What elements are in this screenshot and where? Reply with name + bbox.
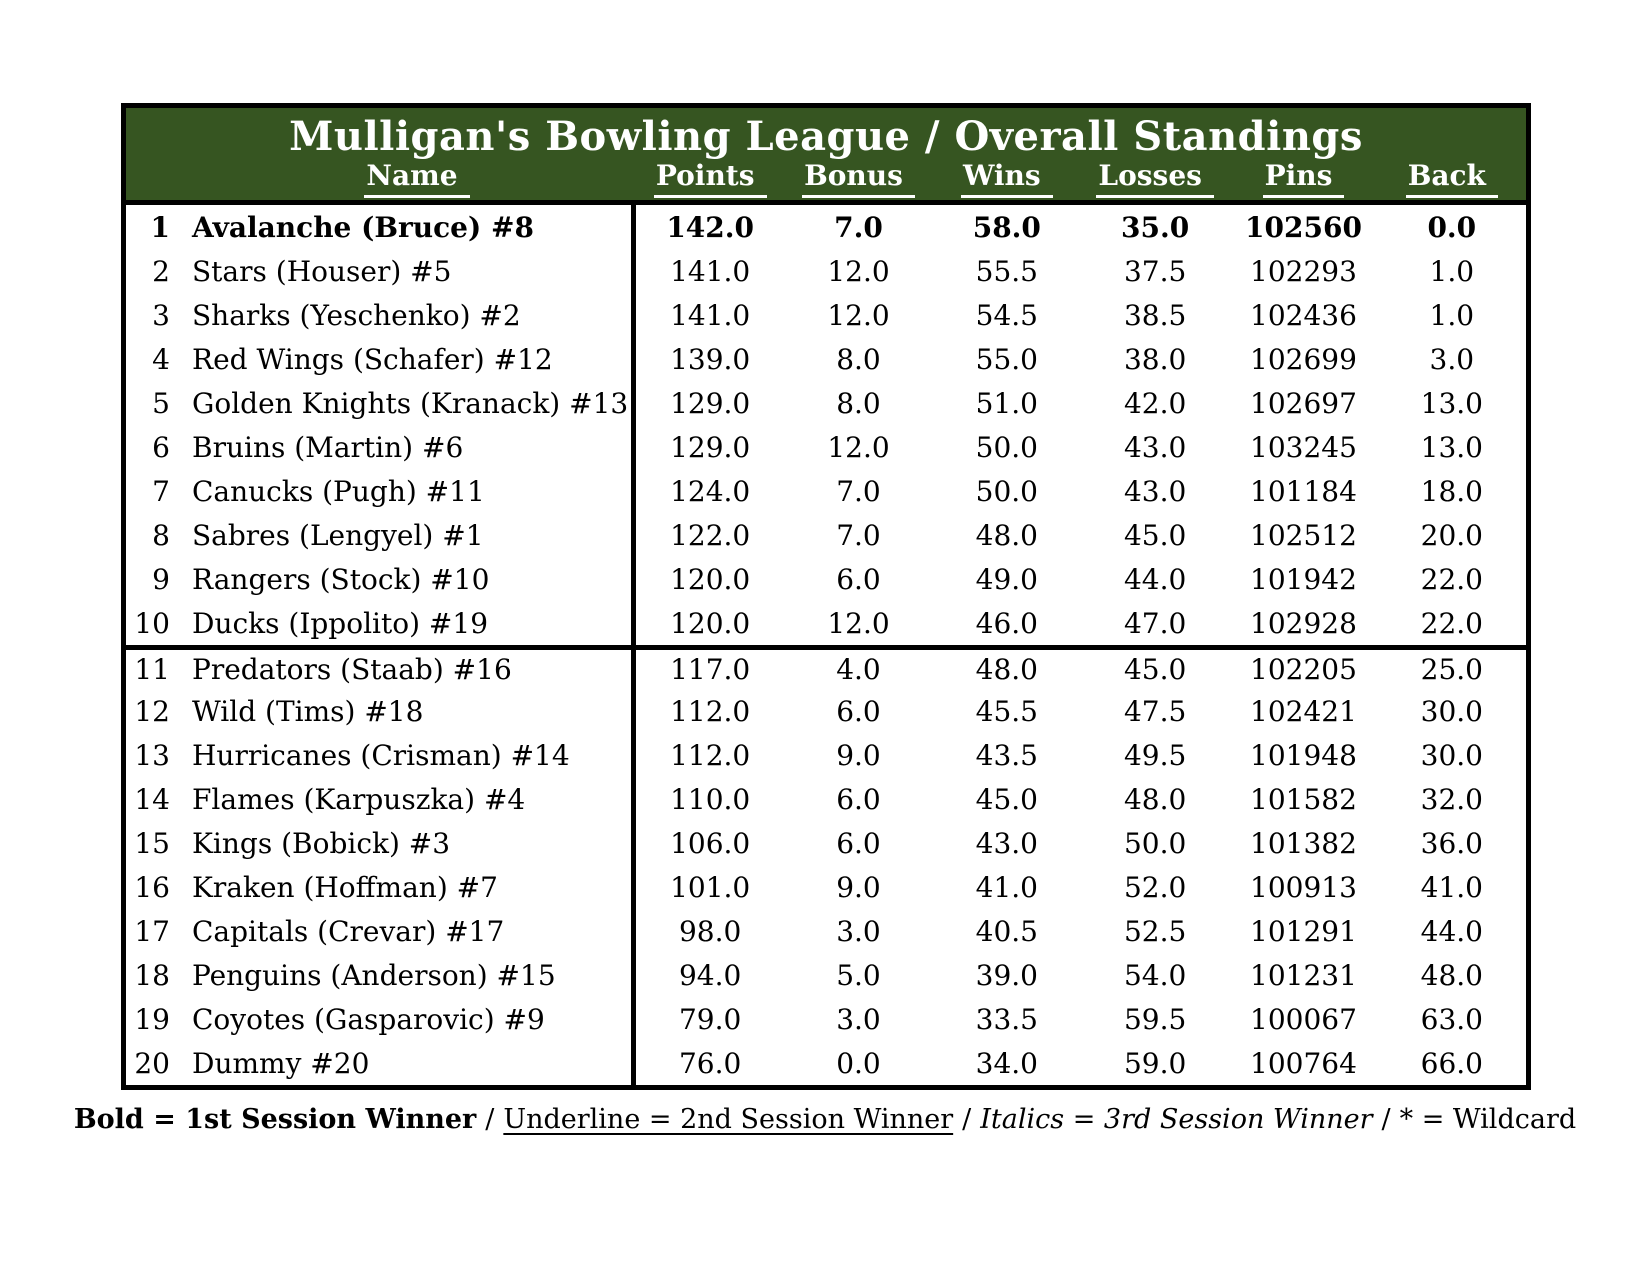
losses-value: 54.0 <box>1123 958 1187 992</box>
table-row <box>126 337 1526 381</box>
team-name: Coyotes (Gasparovic) #9 <box>192 1002 545 1036</box>
losses-value: 59.5 <box>1123 1002 1187 1036</box>
name-cell <box>126 650 636 689</box>
losses-value: 48.0 <box>1123 782 1187 816</box>
wins-value: 45.5 <box>975 694 1038 728</box>
bonus-value: 12.0 <box>827 606 890 640</box>
team-name: Golden Knights (Kranack) #13 <box>192 386 629 420</box>
rank-number: 16 <box>134 870 170 904</box>
losses-value: 52.5 <box>1123 914 1187 948</box>
name-cell <box>126 249 636 293</box>
team-name: Flames (Karpuszka) #4 <box>192 782 526 816</box>
team-name: Hurricanes (Crisman) #14 <box>192 738 570 772</box>
pins-value: 101942 <box>1250 562 1357 596</box>
table-row <box>126 381 1526 425</box>
table-row <box>126 689 1526 733</box>
rank-number: 1 <box>150 210 170 244</box>
points-value: 110.0 <box>670 782 751 816</box>
bonus-value: 3.0 <box>836 1002 881 1036</box>
pins-value: 102928 <box>1250 606 1357 640</box>
name-cell <box>126 821 636 865</box>
bonus-value: 6.0 <box>836 562 881 596</box>
team-name: Sharks (Yeschenko) #2 <box>192 298 521 332</box>
points-value: 117.0 <box>670 653 751 686</box>
name-cell <box>126 205 636 249</box>
rank-number: 7 <box>152 474 170 508</box>
losses-value: 43.0 <box>1123 430 1187 464</box>
points-value: 124.0 <box>670 474 751 508</box>
bonus-value: 0.0 <box>836 1046 881 1080</box>
team-name: Ducks (Ippolito) #19 <box>192 606 489 640</box>
wins-value: 48.0 <box>975 518 1038 552</box>
table-row <box>126 997 1526 1041</box>
wins-value: 55.5 <box>975 254 1038 288</box>
back-value: 0.0 <box>1427 210 1477 244</box>
pins-value: 101948 <box>1250 738 1357 772</box>
wins-value: 50.0 <box>975 430 1038 464</box>
bonus-value: 12.0 <box>827 298 890 332</box>
team-name: Avalanche (Bruce) #8 <box>192 210 534 244</box>
name-cell <box>126 601 636 645</box>
rank-number: 5 <box>152 386 170 420</box>
points-value: 101.0 <box>670 870 751 904</box>
bonus-value: 7.0 <box>834 210 883 244</box>
rank-number: 6 <box>152 430 170 464</box>
bonus-value: 9.0 <box>836 870 881 904</box>
rank-number: 18 <box>134 958 170 992</box>
column-header-back: Back <box>1378 159 1526 198</box>
legend <box>0 1104 1650 1135</box>
wins-value: 55.0 <box>975 342 1038 376</box>
pins-value: 101382 <box>1250 826 1357 860</box>
losses-value: 50.0 <box>1123 826 1187 860</box>
legend-separator: / <box>1381 1104 1391 1135</box>
table-row <box>126 557 1526 601</box>
points-value: 141.0 <box>670 254 751 288</box>
points-value: 76.0 <box>678 1046 742 1080</box>
back-value: 13.0 <box>1420 430 1483 464</box>
wins-value: 58.0 <box>972 210 1041 244</box>
team-name: Bruins (Martin) #6 <box>192 430 464 464</box>
table-row <box>126 425 1526 469</box>
rank-number: 15 <box>134 826 170 860</box>
bonus-value: 8.0 <box>836 342 881 376</box>
wins-value: 33.5 <box>975 1002 1038 1036</box>
bonus-value: 12.0 <box>827 254 890 288</box>
points-value: 141.0 <box>670 298 751 332</box>
back-value: 44.0 <box>1420 914 1483 948</box>
bonus-value: 4.0 <box>836 653 881 686</box>
losses-value: 45.0 <box>1123 653 1187 686</box>
table-row <box>126 909 1526 953</box>
table-row <box>126 865 1526 909</box>
table-row <box>126 953 1526 997</box>
back-value: 13.0 <box>1420 386 1483 420</box>
bonus-value: 8.0 <box>836 386 881 420</box>
name-cell <box>126 997 636 1041</box>
table-row <box>126 645 1526 689</box>
points-value: 120.0 <box>670 606 751 640</box>
losses-value: 37.5 <box>1123 254 1187 288</box>
back-value: 18.0 <box>1420 474 1483 508</box>
pins-value: 101184 <box>1250 474 1357 508</box>
rank-number: 14 <box>134 782 170 816</box>
losses-value: 47.0 <box>1123 606 1187 640</box>
rank-number: 10 <box>134 606 170 640</box>
pins-value: 102293 <box>1250 254 1357 288</box>
standings-table <box>121 103 1531 1090</box>
legend-separator: / <box>962 1104 972 1135</box>
losses-value: 47.5 <box>1123 694 1187 728</box>
back-value: 3.0 <box>1429 342 1475 376</box>
wins-value: 43.0 <box>975 826 1038 860</box>
rank-number: 4 <box>152 342 170 376</box>
page-title: Mulligan's Bowling League / Overall Standings <box>289 113 1363 160</box>
table-row <box>126 205 1526 249</box>
losses-value: 42.0 <box>1123 386 1187 420</box>
table-row <box>126 777 1526 821</box>
name-cell <box>126 469 636 513</box>
back-value: 48.0 <box>1420 958 1483 992</box>
team-name: Red Wings (Schafer) #12 <box>192 342 553 376</box>
back-value: 41.0 <box>1420 870 1483 904</box>
name-cell <box>126 337 636 381</box>
back-value: 25.0 <box>1420 653 1483 686</box>
pins-value: 102421 <box>1250 694 1357 728</box>
rank-number: 8 <box>152 518 170 552</box>
points-value: 112.0 <box>670 738 751 772</box>
wins-value: 50.0 <box>975 474 1038 508</box>
table-row <box>126 293 1526 337</box>
bonus-value: 9.0 <box>836 738 881 772</box>
pins-value: 103245 <box>1250 430 1357 464</box>
back-value: 66.0 <box>1420 1046 1483 1080</box>
legend-separator: / <box>485 1104 495 1135</box>
pins-value: 101291 <box>1250 914 1357 948</box>
name-cell <box>126 909 636 953</box>
points-value: 106.0 <box>670 826 751 860</box>
table-body <box>126 205 1526 1085</box>
column-header-row <box>126 159 1526 198</box>
wins-value: 46.0 <box>975 606 1038 640</box>
legend-wildcard: * = Wildcard <box>1399 1104 1577 1135</box>
losses-value: 38.0 <box>1123 342 1187 376</box>
wins-value: 41.0 <box>975 870 1038 904</box>
column-header-points: Points <box>636 159 784 198</box>
points-value: 142.0 <box>666 210 754 244</box>
bonus-value: 3.0 <box>836 914 881 948</box>
points-value: 129.0 <box>670 386 751 420</box>
name-cell <box>126 777 636 821</box>
bonus-value: 6.0 <box>836 694 881 728</box>
rank-number: 9 <box>152 562 170 596</box>
wins-value: 48.0 <box>975 653 1038 686</box>
team-name: Rangers (Stock) #10 <box>192 562 490 596</box>
pins-value: 100913 <box>1250 870 1357 904</box>
team-name: Penguins (Anderson) #15 <box>192 958 556 992</box>
table-row <box>126 513 1526 557</box>
team-name: Stars (Houser) #5 <box>192 254 452 288</box>
pins-value: 102512 <box>1250 518 1357 552</box>
pins-value: 100067 <box>1250 1002 1357 1036</box>
points-value: 79.0 <box>678 1002 742 1036</box>
back-value: 22.0 <box>1420 606 1483 640</box>
pins-value: 102697 <box>1250 386 1357 420</box>
rank-number: 11 <box>134 653 170 686</box>
rank-number: 3 <box>152 298 170 332</box>
name-cell <box>126 865 636 909</box>
name-cell <box>126 425 636 469</box>
losses-value: 43.0 <box>1123 474 1187 508</box>
name-cell <box>126 733 636 777</box>
column-header-pins: Pins <box>1229 159 1377 198</box>
wins-value: 39.0 <box>975 958 1038 992</box>
team-name: Sabres (Lengyel) #1 <box>192 518 484 552</box>
team-name: Dummy #20 <box>192 1046 370 1080</box>
points-value: 94.0 <box>678 958 742 992</box>
table-row <box>126 821 1526 865</box>
back-value: 30.0 <box>1420 738 1483 772</box>
wins-value: 51.0 <box>975 386 1038 420</box>
wins-value: 34.0 <box>975 1046 1038 1080</box>
losses-value: 38.5 <box>1123 298 1187 332</box>
points-value: 120.0 <box>670 562 751 596</box>
back-value: 63.0 <box>1420 1002 1483 1036</box>
pins-value: 101231 <box>1250 958 1357 992</box>
pins-value: 102205 <box>1250 653 1357 686</box>
losses-value: 44.0 <box>1123 562 1187 596</box>
back-value: 1.0 <box>1429 254 1475 288</box>
team-name: Kraken (Hoffman) #7 <box>192 870 498 904</box>
back-value: 20.0 <box>1420 518 1483 552</box>
pins-value: 100764 <box>1250 1046 1357 1080</box>
bonus-value: 7.0 <box>836 518 881 552</box>
points-value: 129.0 <box>670 430 751 464</box>
points-value: 139.0 <box>670 342 751 376</box>
name-cell <box>126 513 636 557</box>
wins-value: 45.0 <box>975 782 1038 816</box>
column-header-wins: Wins <box>933 159 1081 198</box>
pins-value: 102560 <box>1245 210 1362 244</box>
rank-number: 13 <box>134 738 170 772</box>
name-cell <box>126 381 636 425</box>
table-row <box>126 733 1526 777</box>
name-cell <box>126 557 636 601</box>
wins-value: 49.0 <box>975 562 1038 596</box>
points-value: 98.0 <box>678 914 742 948</box>
rank-number: 19 <box>134 1002 170 1036</box>
bonus-value: 6.0 <box>836 826 881 860</box>
bonus-value: 5.0 <box>836 958 881 992</box>
rank-number: 20 <box>134 1046 170 1080</box>
table-header <box>126 108 1526 205</box>
team-name: Canucks (Pugh) #11 <box>192 474 485 508</box>
column-header-name: Name <box>126 159 636 198</box>
team-name: Kings (Bobick) #3 <box>192 826 451 860</box>
pins-value: 101582 <box>1250 782 1357 816</box>
name-cell <box>126 689 636 733</box>
rank-number: 12 <box>134 694 170 728</box>
back-value: 1.0 <box>1429 298 1475 332</box>
team-name: Capitals (Crevar) #17 <box>192 914 505 948</box>
column-header-losses: Losses <box>1081 159 1229 198</box>
team-name: Predators (Staab) #16 <box>192 653 512 686</box>
wins-value: 43.5 <box>975 738 1038 772</box>
rank-number: 17 <box>134 914 170 948</box>
legend-underline: Underline = 2nd Session Winner <box>503 1104 954 1135</box>
losses-value: 35.0 <box>1121 210 1190 244</box>
rank-number: 2 <box>152 254 170 288</box>
bonus-value: 12.0 <box>827 430 890 464</box>
pins-value: 102699 <box>1250 342 1357 376</box>
wins-value: 54.5 <box>975 298 1038 332</box>
back-value: 30.0 <box>1420 694 1483 728</box>
losses-value: 59.0 <box>1123 1046 1187 1080</box>
back-value: 32.0 <box>1420 782 1483 816</box>
back-value: 36.0 <box>1420 826 1483 860</box>
name-cell <box>126 293 636 337</box>
table-row <box>126 601 1526 645</box>
table-row <box>126 469 1526 513</box>
pins-value: 102436 <box>1250 298 1357 332</box>
back-value: 22.0 <box>1420 562 1483 596</box>
column-header-bonus: Bonus <box>784 159 932 198</box>
team-name: Wild (Tims) #18 <box>192 694 424 728</box>
losses-value: 49.5 <box>1123 738 1187 772</box>
name-cell <box>126 953 636 997</box>
legend-italics: Italics = 3rd Session Winner <box>980 1104 1373 1135</box>
bonus-value: 7.0 <box>836 474 881 508</box>
losses-value: 52.0 <box>1123 870 1187 904</box>
points-value: 112.0 <box>670 694 751 728</box>
legend-bold: Bold = 1st Session Winner <box>73 1104 477 1135</box>
losses-value: 45.0 <box>1123 518 1187 552</box>
points-value: 122.0 <box>670 518 751 552</box>
table-row <box>126 1041 1526 1085</box>
table-row <box>126 249 1526 293</box>
wins-value: 40.5 <box>975 914 1038 948</box>
name-cell <box>126 1041 636 1085</box>
bonus-value: 6.0 <box>836 782 881 816</box>
